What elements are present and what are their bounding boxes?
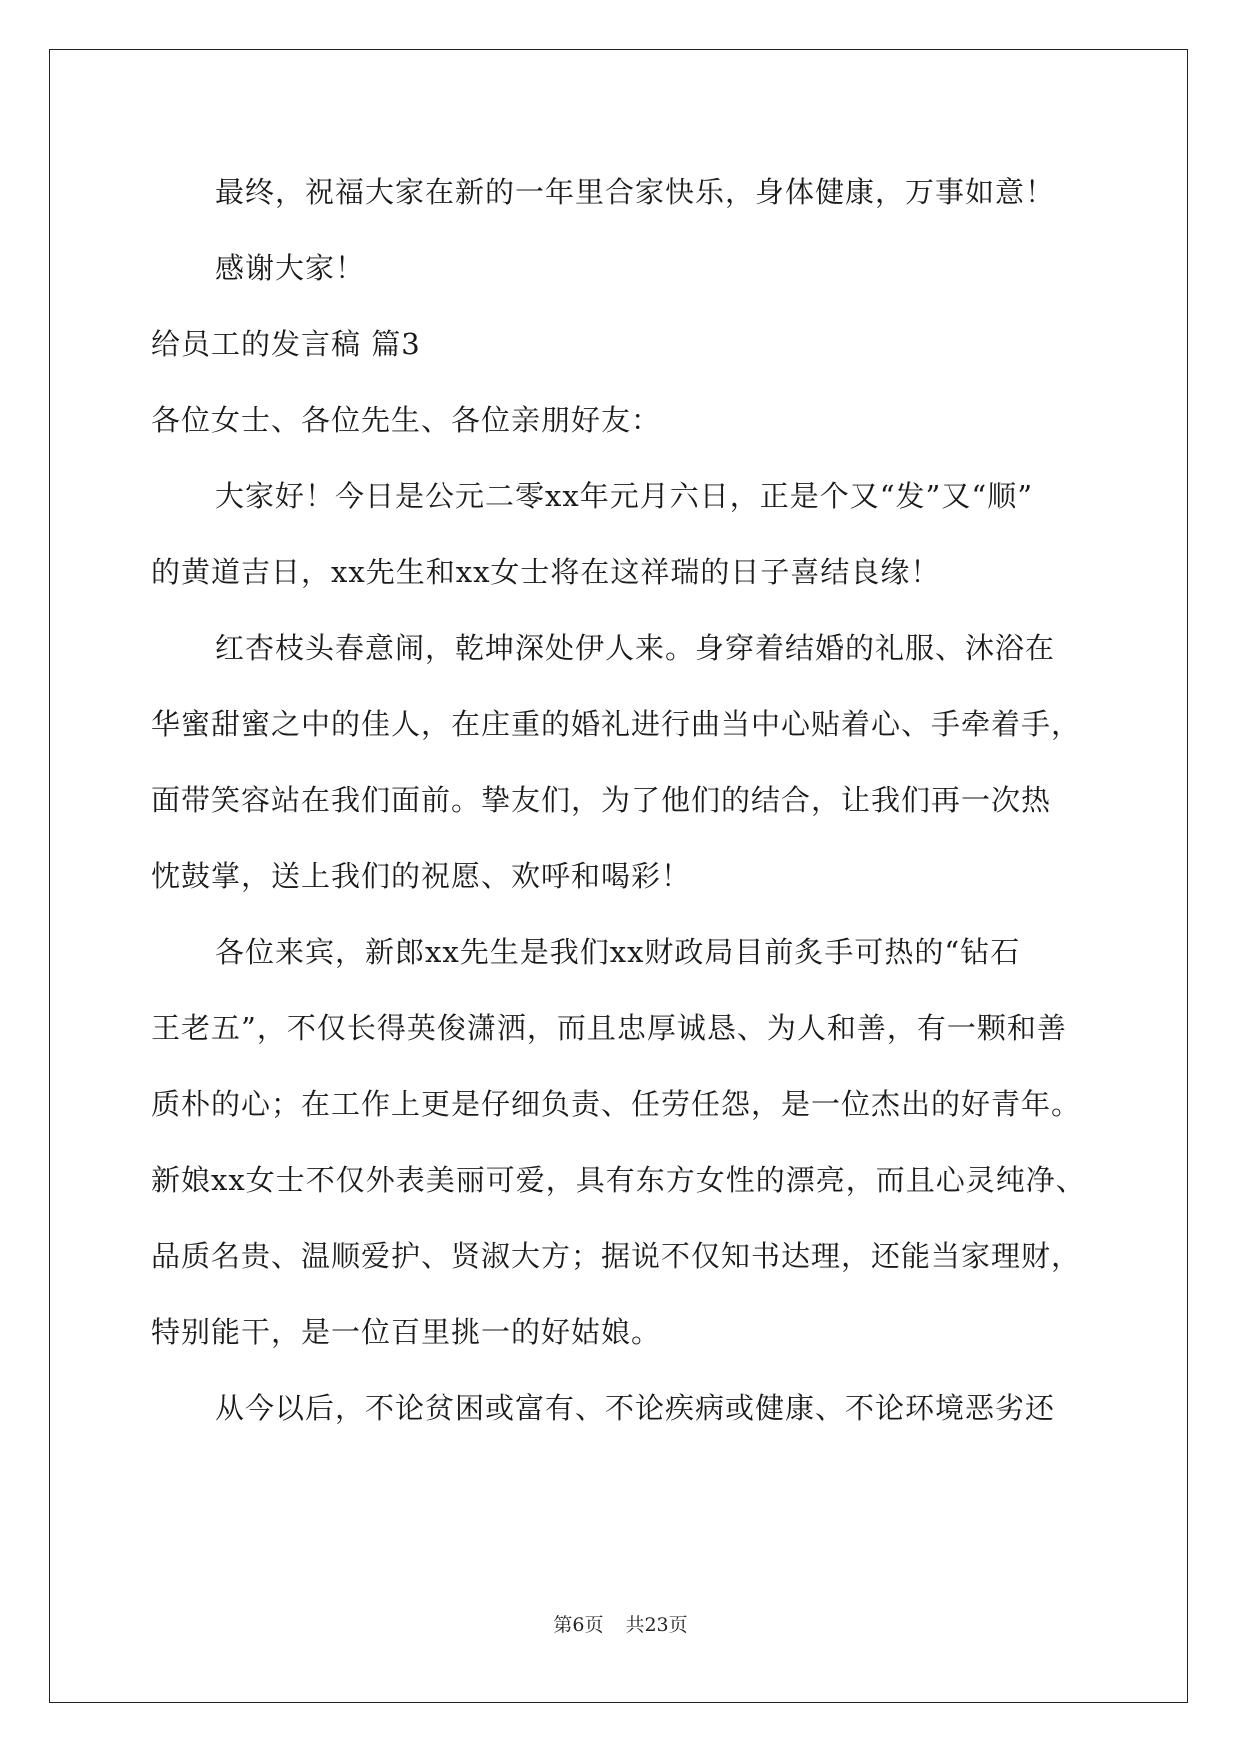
text-line: 华蜜甜蜜之中的佳人，在庄重的婚礼进行曲当中心贴着心、手牵着手，	[151, 707, 1082, 741]
text-line: 红杏枝头春意闹，乾坤深处伊人来。身穿着结婚的礼服、沐浴在	[215, 631, 1056, 665]
paragraph-closing-wishes: 最终，祝福大家在新的一年里合家快乐，身体健康，万事如意！	[215, 175, 1056, 209]
salutation: 各位女士、各位先生、各位亲朋好友：	[151, 403, 662, 437]
text-line: 新娘xx女士不仅外表美丽可爱，具有东方女性的漂亮，而且心灵纯净、	[151, 1163, 1086, 1197]
text-line: 特别能干，是一位百里挑一的好姑娘。	[151, 1315, 662, 1349]
current-page-number: 第6页	[553, 1614, 604, 1636]
text-line: 大家好！今日是公元二零xx年元月六日，正是个又“发”又“顺”	[215, 479, 1034, 513]
text-line: 品质名贵、温顺爱护、贤淑大方；据说不仅知书达理，还能当家理财，	[151, 1239, 1082, 1273]
text-line: 的黄道吉日，xx先生和xx女士将在这祥瑞的日子喜结良缘！	[151, 555, 941, 589]
total-pages: 共23页	[625, 1614, 688, 1636]
page-footer	[0, 1613, 1241, 1637]
paragraph-thanks: 感谢大家！	[215, 251, 366, 285]
text-line: 从今以后，不论贫困或富有、不论疾病或健康、不论环境恶劣还	[215, 1391, 1056, 1425]
text-line: 质朴的心；在工作上更是仔细负责、任劳任怨，是一位杰出的好青年。	[151, 1087, 1082, 1121]
text-line: 面带笑容站在我们面前。挚友们，为了他们的结合，让我们再一次热	[151, 783, 1052, 817]
text-line: 各位来宾，新郎xx先生是我们xx财政局目前炙手可热的“钻石	[215, 935, 1021, 969]
section-heading: 给员工的发言稿 篇3	[151, 327, 421, 361]
text-line: 忱鼓掌，送上我们的祝愿、欢呼和喝彩！	[151, 859, 692, 893]
text-line: 王老五”，不仅长得英俊潇洒，而且忠厚诚恳、为人和善，有一颗和善	[151, 1011, 1067, 1045]
